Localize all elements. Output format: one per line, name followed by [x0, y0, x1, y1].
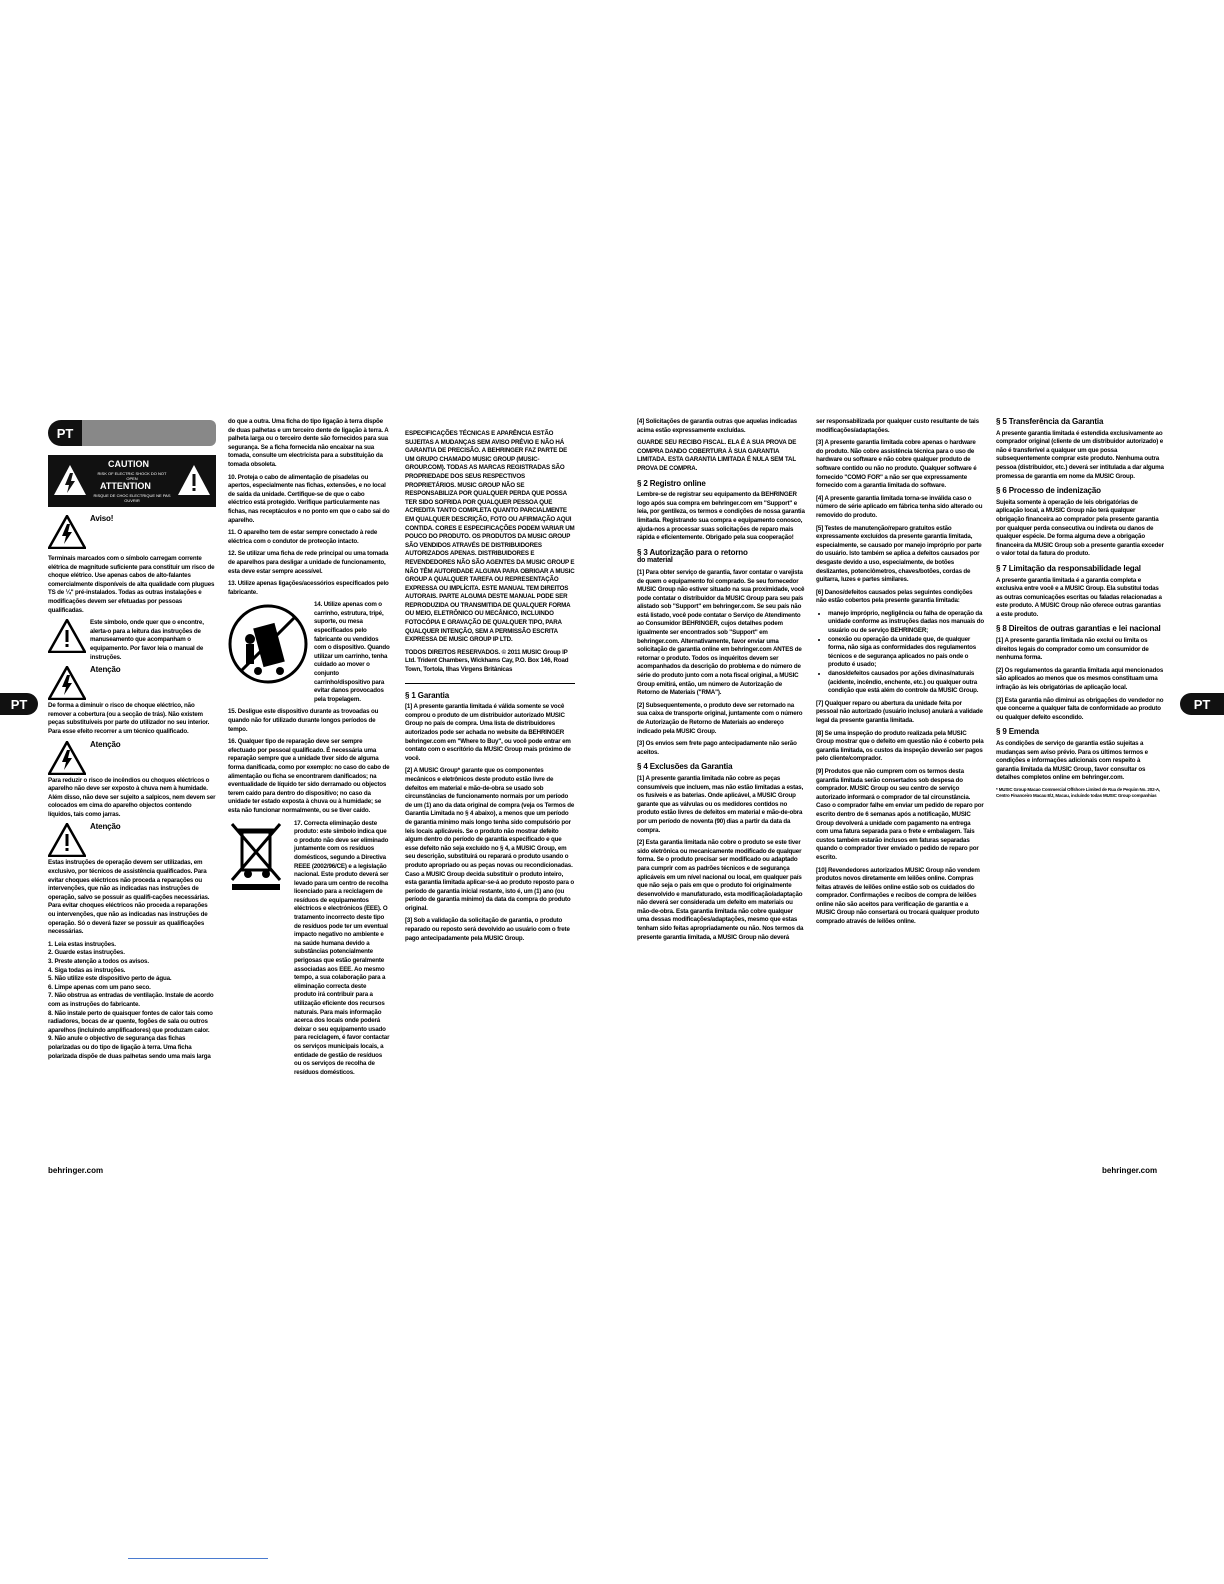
column-1: [48, 515, 216, 1061]
column-5: [816, 418, 984, 931]
footer-url-right[interactable]: behringer.com: [1102, 1166, 1158, 1175]
section-6-title: § 6 Processo de indenização: [996, 486, 1101, 496]
list-item: 3. Preste atenção a todos os avisos.: [48, 958, 149, 965]
section-6-text: Sujeita somente à operação de leis obrigatórias de aplicação local, a MUSIC Group não terá qualquer obrigação financeira ao comprador pela presente garantia por qualquer perda consecutiva ou indireta ou danos de qualquer espécie. De forma alguma deve a obrigação financeira da MUSIC Group sob a presente garantia exceder o valor total da fatura do produto.: [996, 498, 1164, 558]
section-8-paragraph-2: [2] Os regulamentos da garantia limitada aqui mencionados são aplicados ao menos que os mesmos constituam uma infração às leis obrigatórias de aplicação local.: [996, 666, 1164, 692]
caution-title: CAUTION: [108, 459, 149, 469]
section-8-paragraph-1: [1] A presente garantia limitada não exclui ou limita os direitos legais do comprador como um consumidor de nenhuma forma.: [996, 637, 1149, 662]
section-4-paragraph-3: [3] A presente garantia limitada cobre apenas o hardware do produto. Não cobre assistência técnica para o uso de hardware ou software e não cobre qualquer produto de software contido ou não no produto. Qualquer software é fornecido "COMO FOR" a não ser que expressamente fornecido com a garantia limitada do software.: [816, 439, 977, 490]
language-label: PT: [48, 420, 82, 446]
section-1-paragraph-2: [2] A MUSIC Group* garante que os componentes mecânicos e eletrônicos deste produto estão livre de defeitos em material e mão-de-obra se usado sob circunstâncias de funcionamento normais por um período de um (1) ano da data original de compra (veja os Termos de Garantia Limitada no § 4 abaixo), a menos que um período de garantia mínimo mais longo tenha sido compulsório por leis locais aplicáveis. Se o produto não mostrar defeito algum dentro do período de garantia especificado e que esse defeito não seja excluído no § 4, a MUSIC Group, em seu descrição, substituirá ou reparará o produto usando o produto apropriado ou as peças novas ou recondicionadas. Caso a MUSIC Group decida substituir o produto inteiro, esta garantia limitada aplicar-se-á ao produto reposto para o período de garantia inicial restante, isto é, um (1) ano (ou período de garantia mínimo) da data da compra do produto original.: [405, 767, 575, 912]
section-4-paragraph-5: [5] Testes de manutenção/reparo gratuitos estão expressamente excluídos da presente garantia limitada, especialmente, se causado por manejo impróprio por parte do usuário. Isto também se aplica a defeitos causados por desgaste devido a uso, especialmente, de botões deslizantes, potenciômetros, chaves/botões, cordas de guitarra, luzes e partes similares.: [816, 524, 982, 584]
language-header: [48, 420, 216, 446]
section-1-paragraph-4: [4] Solicitações de garantia outras que aquelas indicadas acima estão expressamente excluídas.: [637, 418, 797, 434]
lightning-warning-icon: [48, 515, 86, 549]
section-4-paragraph-2: [2] Esta garantia limitada não cobre o produto se este tiver sido eletrônica ou mecanicamente modificado de qualquer forma. Se o produto precisar ser modificado ou adaptado para cumprir com as padrões técnicos e de segurança aplicáveis em um nível nacional ou local, em qualquer país que não seja o país em que o produto foi originalmente desenvolvido e manufaturado, esta modificação/adaptação não deverá ser considerada um defeito em materiais ou mão-de-obra. Esta garantia limitada não cobre qualquer uma dessas modificações/adaptações, mesmo que estas tenham sido feitas apropriadamente ou não. Nos termos da presente garantia limitada, a MUSIC Group não deverá: [637, 839, 804, 941]
language-tab-left: PT: [0, 693, 38, 715]
list-item: 5. Não utilize este dispositivo perto de água.: [48, 975, 172, 983]
section-4-paragraph-1: [1] A presente garantia limitada não cobre as peças consumíveis que incluem, mas não estão limitadas a estas, os fusíveis e as baterias. Onde aplicável, a MUSIC Group garante que as válvulas ou os medidores contidos no produto estão livres de defeitos em material e mão-de-obra por um período de noventa (90) dias a partir da data da compra.: [637, 774, 804, 834]
caution-subtitle: RISK OF ELECTRIC SHOCK DO NOT OPEN: [97, 471, 167, 481]
section-4-paragraph-4: [4] A presente garantia limitada torna-se inválida caso o número de série aplicado em fábrica tenha sido alterado ou removido do produto.: [816, 494, 983, 519]
item-16: 16. Qualquer tipo de reparação deve ser sempre efectuado por pessoal qualificado. É necessária uma reparação sempre que a unidade tiver sido de alguma forma danificada, como por exemplo: no caso do cabo de alimentação ou ficha se encontrarem danificados; na eventualidade de líquido ter sido derramado ou objectos terem caído para dentro do dispositivo; no caso da unidade ter estado exposta à chuva ou à humidade; se esta não funcionar normalmente, ou se tiver caído.: [228, 738, 390, 814]
atencao-title-1: Atenção: [90, 665, 121, 675]
section-4-paragraph-8: [8] Se uma inspeção do produto realizada pela MUSIC Group mostrar que o defeito em questão não é coberto pela garantia limitada, os custos da inspeção deverão ser pagos pelo cliente/comprador.: [816, 729, 984, 763]
divider: [128, 1558, 268, 1559]
footnote: * MUSIC Group Macao Commercial Offshore Limited de Rua de Pequim No. 202-A, Centro Financeiro Macau 8/J, Macau, incluindo todas MUSIC Group companhias: [996, 786, 1161, 798]
section-1-title: § 1 Garantia: [405, 690, 450, 700]
attention-title: ATTENTION: [100, 481, 151, 491]
exclamation-warning-icon: [176, 463, 212, 499]
list-item: 9. Não anule o objectivo de segurança das fichas polarizadas ou do tipo de ligação à terra. Uma ficha polarizada dispõe de duas palhetas sendo uma mais larga: [48, 1035, 211, 1060]
section-3-subtitle: do material: [637, 557, 673, 565]
section-5-title: § 5 Transferência da Garantia: [996, 417, 1104, 426]
exclamation-warning-icon: [48, 619, 86, 653]
item-15: 15. Desligue este dispositivo durante as trovoadas ou quando não for utilizado durante longos períodos de tempo.: [228, 708, 379, 733]
aviso-text: Terminais marcados com o símbolo carregam corrente elétrica de magnitude suficiente para constituir um risco de choque elétrico. Use apenas cabos de alto-falantes comercialmente disponíveis de alta qualidade com plugues TS de ¼" pré-instalados. Todas as outras instalações e modificações devem ser efetuadas por pessoas qualificadas.: [48, 555, 215, 614]
atencao-text-2: Para reduzir o risco de incêndios ou choques eléctricos o aparelho não deve ser exposto à chuva nem à humidade. Além disso, não deve ser sujeito a salpicos, nem devem ser colocados em cima do aparelho objectos contendo líquidos, tais como jarras.: [48, 776, 216, 818]
item-11: 11. O aparelho tem de estar sempre conectado à rede eléctrica com o condutor de protecção intacto.: [228, 529, 378, 545]
atencao-title-3: Atenção: [90, 822, 121, 832]
section-9-title: § 9 Emenda: [996, 727, 1039, 737]
legal-disclaimer: ESPECIFICAÇÕES TÉCNICAS E APARÊNCIA ESTÃO SUJEITAS A MUDANÇAS SEM AVISO PRÉVIO E NÃO HÁ GARANTIA DE PRECISÃO. A BEHRINGER FAZ PARTE DE UM GRUPO CHAMADO MUSIC GROUP (MUSIC-GROUP.COM). TODAS AS MARCAS REGISTRADAS SÃO PROPRIEDADE DOS SEUS RESPECTIVOS PROPRIETÁRIOS. MUSIC GROUP NÃO SE RESPONSABILIZA POR QUALQUER PERDA QUE POSSA TER SIDO SOFRIDA POR QUALQUER PESSOA QUE ACREDITA TANTO COMPLETA QUANTO PARCIALMENTE EM QUALQUER DESCRIÇÃO, FOTO OU AFIRMAÇÃO AQUI CONTIDA. CORES E ESPECIFICAÇÕES PODEM VARIAR UM POUCO DO PRODUTO. OS PRODUTOS DA MUSIC GROUP SÃO VENDIDOS ATRAVÉS DE DISTRIBUIDORES AUTORIZADOS APENAS. DISTRIBUIDORES E REVENDEDORES NÃO SÃO AGENTES DA MUSIC GROUP E NÃO TÊM AUTORIDADE ALGUMA PARA OBRIGAR A MUSIC GROUP A QUALQUER TAREFA OU REPRESENTAÇÃO EXPRESSA OU IMPLÍCITA. ESTE MANUAL TEM DIREITOS AUTORAIS. PARTE ALGUMA DESTE MANUAL PODE SER REPRODUZIDA OU TRANSMITIDA DE QUALQUER FORMA OU MEIO, ELETRÔNICO OU MECÂNICO, INCLUINDO FOTOCÓPIA E GRAVAÇÃO DE QUALQUER TIPO, PARA QUALQUER INTENÇÃO, SEM A PERMISSÃO ESCRITA EXPRESSA DE MUSIC GROUP IP LTD.: [405, 430, 575, 644]
section-5-text: A presente garantia limitada é estendida exclusivamente ao comprador original (cliente de um distribuidor autorizado) e não é transferível a qualquer um que possa subsequentemente comprar este produto. Nenhuma outra pessoa (distribuidor, etc.) deverá ser intitulada a dar alguma promessa de garantia em nome da MUSIC Group.: [996, 429, 1164, 480]
exclamation-warning-icon: [48, 823, 86, 857]
column-3: [405, 430, 575, 947]
list-item: 1. Leia estas instruções.: [48, 940, 116, 948]
column-6: [996, 418, 1164, 803]
section-8-title: § 8 Direitos de outras garantias e lei nacional: [996, 624, 1161, 634]
section-8-paragraph-3: [3] Esta garantia não diminui as obrigações do vendedor no que concerne a qualquer falta de conformidade ao produto ou qualquer defeito escondido.: [996, 696, 1164, 721]
section-4-paragraph-6: [6] Danos/defeitos causados pelas seguintes condições não estão cobertos pela presente garantia limitada:: [816, 588, 973, 605]
lightning-warning-icon: [48, 741, 86, 775]
copyright: TODOS DIREITOS RESERVADOS. © 2011 MUSIC Group IP Ltd. Trident Chambers, Wickhams Cay, P.O. Box 146, Road Town, Tortola, Ilhas Virgens Britânicas: [405, 648, 569, 674]
section-1-paragraph-3: [3] Sob a validação da solicitação de garantia, o produto reparado ou reposto será devolvido ao usuário com o frete pago antecipadamente pela MUSIC Group.: [405, 917, 570, 942]
section-2-title: § 2 Registro online: [637, 478, 706, 488]
column-4: [637, 418, 805, 946]
cart-tipover-icon: [228, 603, 308, 685]
section-7-text: A presente garantia limitada é a garantia completa e exclusiva entre você e a MUSIC Group. Ela substitui todas as outras comunicações escritas ou faladas relacionadas a este produto. A MUSIC Group não oferece outras garantias a este produto.: [996, 576, 1162, 618]
section-7-title: § 7 Limitação da responsabilidade legal: [996, 563, 1141, 573]
list-item: 8. Não instale perto de quaisquer fontes de calor tais como radiadores, bocas de ar quente, fogões de sala ou outros aparelhos (incluindo amplificadores) que produzam calor.: [48, 1009, 213, 1034]
section-3-paragraph-3: [3] Os envios sem frete pago antecipadamente não serão aceitos.: [637, 740, 797, 756]
section-1-paragraph-1: [1] A presente garantia limitada é válida somente se você comprou o produto de um distribuidor autorizado MUSIC Group no país de compra. Uma lista de distribuidores autorizados pode ser achada no website da BEHRINGER behringer.com em "Where to Buy", ou você pode entrar em contato com o escritório da MUSIC Group mais próximo de você.: [405, 703, 571, 762]
item-17: 17. Correcta eliminação deste produto: este símbolo indica que o produto não deve ser eliminado juntamente com os resíduos domésticos, segundo a Directiva REEE (2002/96/CE) e a legislação nacional. Este produto deverá ser levado para um centro de recolha licenciado para a reciclagem de resíduos de equipamentos eléctricos e electrónicos (EEE). O tratamento incorrecto deste tipo de resíduos pode ter um eventual impacto negativo no ambiente e na saúde humana devido a substâncias potencialmente perigosas que estão geralmente associadas aos EEE. Ao mesmo tempo, a sua colaboração para a eliminação correcta deste produto irá contribuir para a utilização eficiente dos recursos naturais. Para mais informação acerca dos locais onde poderá deixar o seu equipamento usado para reciclagem, é favor contactar os serviços municipais locais, a entidade de gestão de resíduos ou os serviços de recolha de resíduos domésticos.: [294, 819, 390, 1076]
list-item: • danos/defeitos causados por ações divinas/naturais (acidente, incêndio, enchente, etc.) ou qualquer outra condição que está além do controle da MUSIC Group.: [828, 670, 984, 696]
list-item: • manejo impróprio, negligência ou falha de operação da unidade conforme as instruções dadas nos manuais do usuário ou de serviço BEHRINGER;: [828, 610, 984, 636]
language-header-bar: [82, 420, 216, 446]
item-14: 14. Utilize apenas com o carrinho, estrutura, tripé, suporte, ou mesa especificados pelo fabricante ou vendidos com o dispositivo. Quando utilizar um carrinho, tenha cuidado ao mover o conjunto carrinho/dispositivo para evitar danos provocados pela tropelagem.: [314, 601, 390, 703]
footer-url-left[interactable]: behringer.com: [48, 1166, 104, 1175]
safety-instructions-list: [48, 941, 216, 1061]
item-13: 13. Utilize apenas ligações/acessórios especificados pelo fabricante.: [228, 580, 389, 596]
list-item: 4. Siga todas as instruções.: [48, 966, 126, 974]
section-4-paragraph-10: [10] Revendedores autorizados MUSIC Group não vendem produtos novos diretamente em leilões online. Compras feitas através de leilões online estão sob os cuidados do comprador. Confirmações e recibos de compra de leilões online não são aceitos para verificação de garantia e a MUSIC Group não consertará ou trocará qualquer produto comprado através de leilões online.: [816, 866, 980, 926]
aviso-title: Aviso!: [90, 514, 114, 523]
atencao-text-1: De forma a diminuir o risco de choque eléctrico, não remover a cobertura (ou a secção de trás). Não existem peças substituíveis por parte do utilizador no seu interior. Para esse efeito recorrer a um técnico qualificado.: [48, 702, 210, 735]
item-12: 12. Se utilizar uma ficha de rede principal ou uma tomada de aparelhos para desligar a unidade de funcionamento, esta deve estar sempre acessível.: [228, 550, 389, 575]
weee-bin-icon: [228, 820, 284, 892]
section-9-text: As condições de serviço de garantia estão sujeitas a mudanças sem aviso prévio. Para os últimos termos e condições e informações adicionais com respeito à garantia limitada da MUSIC Group, favor consultar os detalhes completos online em behringer.com.: [996, 740, 1148, 782]
list-item: 7. Não obstrua as entradas de ventilação. Instale de acordo com as instruções do fabricante.: [48, 992, 214, 1008]
column-2: [228, 418, 390, 1081]
language-tab-right: PT: [1180, 693, 1224, 715]
attention-subtitle: RISQUE DE CHOC ELECTRIQUE NE PAS OUVRIR: [93, 493, 171, 503]
list-item: 6. Limpe apenas com um pano seco.: [48, 983, 151, 991]
list-item: • conexão ou operação da unidade que, de qualquer forma, não siga as conformidades dos regulamentos técnicos e de segurança aplicados no país onde o produto é usado;: [828, 636, 984, 670]
symbol-text: Este símbolo, onde quer que o encontre, alerta-o para a leitura das instruções de manuseamento que acompanham o equipamento. Por favor leia o manual de instruções.: [90, 619, 204, 661]
divider: [405, 683, 575, 684]
keep-receipt: GUARDE SEU RECIBO FISCAL. ELA É A SUA PROVA DE COMPRA DANDO COBERTURA À SUA GARANTIA LIMITADA. ESTA GARANTIA LIMITADA É NULA SEM TAL PROVA DE COMPRA.: [637, 439, 797, 472]
atencao-text-3: Estas instruções de operação devem ser utilizadas, em exclusivo, por técnicos de assistência qualificados. Para evitar choques eléctricos não proceda a reparações ou intervenções, que não as indicadas nas instruções de operação, salvo se possuir as qualifi-cações necessárias. Para evitar choques eléctricos não proceda a reparações ou intervenções, que não as indicadas nas instruções de operação. Só o deverá fazer se possuir as qualificações necessárias.: [48, 859, 210, 936]
list-item: 2. Guarde estas instruções.: [48, 949, 125, 957]
section-4-paragraph-9: [9] Produtos que não cumprem com os termos desta garantia limitada serão consertados sob despesa do comprador. MUSIC Group ou seu centro de serviço autorizado informará o comprador de tal circunstância. Caso o comprador falhe em enviar um pedido de reparo por escrito dentro de 6 semanas após a notificação, MUSIC Group devolverá a unidade com pagamento na entrega com uma fatura separada para o frete e embalagem. Tais custos também estarão inclusos em faturas separadas quando o comprador tiver enviado o pedido de reparo por escrito.: [816, 767, 984, 861]
item-9-continued: do que a outra. Uma ficha do tipo ligação à terra dispõe de duas palhetas e um terceiro dente de ligação à terra. A palheta larga ou o terceiro dente são fornecidos para sua segurança. Se a ficha fornecida não encaixar na sua tomada, consulte um electricista para a substituição da tomada obsoleta.: [228, 418, 389, 468]
section-4-title: § 4 Exclusões da Garantia: [637, 762, 733, 772]
section-3-paragraph-2: [2] Subsequentemente, o produto deve ser retornado na sua caixa de transporte original, juntamente com o número de Autorização de Retorno de Materiais ao endereço indicado pela MUSIC Group.: [637, 701, 803, 735]
section-4-continued: ser responsabilizada por qualquer custo resultante de tais modificações/adaptações.: [816, 418, 979, 434]
exclusions-list: [816, 610, 984, 696]
atencao-title-2: Atenção: [90, 739, 121, 749]
section-2-text: Lembre-se de registrar seu equipamento da BEHRINGER logo após sua compra em behringer.com em "Support" e leia, por gentileza, os termos e condições de nossa garantia limitada. Registrando sua compra e equipamento conosco, ajuda-nos a processar suas solicitações de reparo mais rápida e eficientemente. Obrigado pela sua cooperação!: [637, 491, 805, 542]
caution-label: [48, 455, 216, 507]
item-10: 10. Proteja o cabo de alimentação de pisadelas ou apertos, especialmente nas fichas, extensões, e no local de saída da unidade. Certifique-se de que o cabo eléctrico está protegido. Verifique particularmente nas fichas, nas receptáculos e no ponto em que o cabo sai do aparelho.: [228, 473, 390, 524]
section-4-paragraph-7: [7] Qualquer reparo ou abertura da unidade feita por pessoal não autorizado (usuário incluso) anulará a validade legal da presente garantia limitada.: [816, 699, 983, 724]
section-3-paragraph-1: [1] Para obter serviço de garantia, favor contatar o varejista de quem o equipamento foi comprado. Se seu fornecedor MUSIC Group não estiver situado na sua proximidade, você pode contatar o distribuidor da MUSIC Group para seu país alistado sob "Support" em behringer.com. Se seu país não está listado, você pode contatar o Serviço de Atendimento ao Consumidor BEHRINGER, cujos detalhes podem igualmente ser encontrados sob "Support" em behringer.com. Alternativamente, favor enviar uma solicitação de garantia online em behringer.com ANTES de retornar o produto. Todos os inquéritos devem ser acompanhados da descrição do problema e do número de série do produto junto com a nota fiscal original, a MUSIC Group emitirá, então, um número de Autorização de Retorno de Materiais ("RMA").: [637, 568, 805, 697]
section-3-title: § 3 Autorização para o retorno: [637, 547, 748, 557]
lightning-warning-icon: [48, 666, 86, 700]
lightning-warning-icon: [52, 463, 88, 499]
